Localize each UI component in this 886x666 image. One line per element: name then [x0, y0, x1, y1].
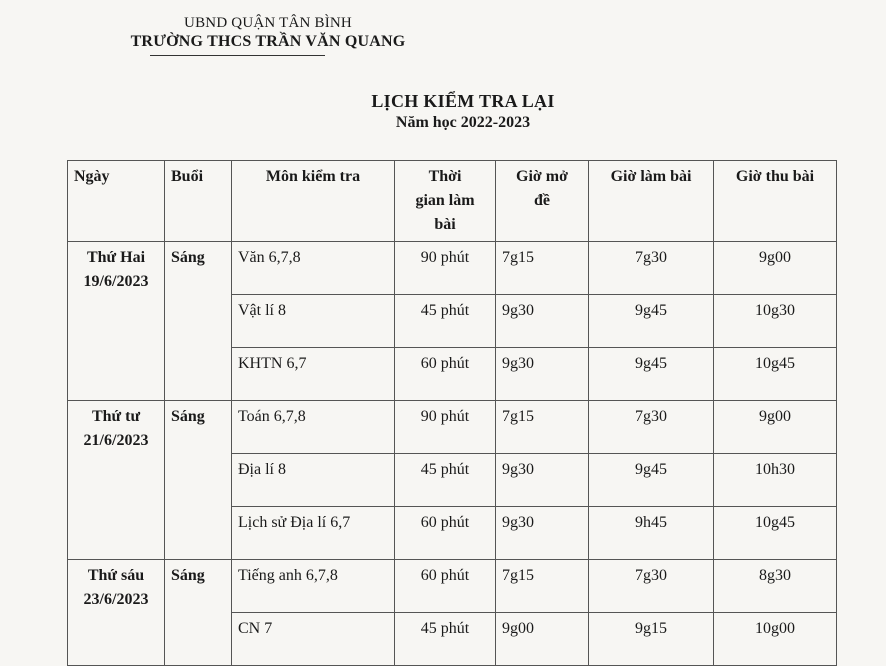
end-time-cell: 9g00: [714, 401, 837, 454]
day-name: Thứ Hai: [86, 249, 146, 266]
duration-cell: 45 phút: [395, 295, 496, 348]
document-header: [98, 14, 438, 52]
duration-cell: 45 phút: [395, 613, 496, 666]
open-header-line2: đề: [534, 192, 550, 209]
district-name: UBND QUẬN TÂN BÌNH: [184, 15, 352, 31]
open-time-cell: 7g15: [496, 401, 589, 454]
end-time-cell: 9g00: [714, 242, 837, 295]
open-time-cell: 9g30: [496, 454, 589, 507]
day-date: 23/6/2023: [83, 591, 149, 608]
col-header-session: Buổi: [165, 161, 232, 242]
duration-cell: 45 phút: [395, 454, 496, 507]
subject-cell: Địa lí 8: [232, 454, 395, 507]
end-time-cell: 10g45: [714, 348, 837, 401]
subject-cell: Lịch sử Địa lí 6,7: [232, 507, 395, 560]
start-time-cell: 9g15: [589, 613, 714, 666]
end-time-cell: 8g30: [714, 560, 837, 613]
subject-cell: CN 7: [232, 613, 395, 666]
open-time-cell: 9g00: [496, 613, 589, 666]
duration-header-line3: bài: [434, 216, 456, 233]
start-time-cell: 9h45: [589, 507, 714, 560]
start-time-cell: 9g45: [589, 348, 714, 401]
start-time-cell: 9g45: [589, 454, 714, 507]
table-header-row: [68, 161, 837, 242]
subject-cell: Vật lí 8: [232, 295, 395, 348]
open-time-cell: 9g30: [496, 348, 589, 401]
day-date: 19/6/2023: [83, 273, 149, 290]
duration-cell: 90 phút: [395, 401, 496, 454]
subject-cell: Toán 6,7,8: [232, 401, 395, 454]
open-time-cell: 7g15: [496, 242, 589, 295]
exam-schedule-table: [67, 160, 837, 666]
session-cell: Sáng: [165, 242, 232, 401]
header-underline: [150, 55, 325, 56]
end-time-cell: 10g30: [714, 295, 837, 348]
col-header-day: Ngày: [68, 161, 165, 242]
duration-cell: 60 phút: [395, 507, 496, 560]
day-cell: [68, 560, 165, 666]
col-header-duration: [395, 161, 496, 242]
duration-header-line1: Thời: [428, 168, 462, 185]
day-name: Thứ tư: [91, 408, 141, 425]
day-date: 21/6/2023: [83, 432, 149, 449]
subject-cell: Tiếng anh 6,7,8: [232, 560, 395, 613]
col-header-subject: Môn kiểm tra: [232, 161, 395, 242]
duration-cell: 60 phút: [395, 560, 496, 613]
end-time-cell: 10g45: [714, 507, 837, 560]
subject-cell: Văn 6,7,8: [232, 242, 395, 295]
session-cell: Sáng: [165, 401, 232, 560]
day-cell: [68, 401, 165, 560]
day-cell: [68, 242, 165, 401]
table-row: [68, 401, 837, 454]
open-time-cell: 9g30: [496, 295, 589, 348]
duration-cell: 90 phút: [395, 242, 496, 295]
school-name: TRƯỜNG THCS TRẦN VĂN QUANG: [130, 33, 406, 50]
open-header-line1: Giờ mở: [516, 168, 568, 185]
subject-cell: KHTN 6,7: [232, 348, 395, 401]
duration-cell: 60 phút: [395, 348, 496, 401]
open-time-cell: 9g30: [496, 507, 589, 560]
open-time-cell: 7g15: [496, 560, 589, 613]
col-header-end: Giờ thu bài: [714, 161, 837, 242]
start-time-cell: 9g45: [589, 295, 714, 348]
start-time-cell: 7g30: [589, 242, 714, 295]
start-time-cell: 7g30: [589, 401, 714, 454]
col-header-open: [496, 161, 589, 242]
table-row: [68, 560, 837, 613]
title-block: [0, 90, 886, 134]
document-title: LỊCH KIỂM TRA LẠI: [371, 91, 555, 111]
day-name: Thứ sáu: [87, 567, 145, 584]
table-row: [68, 242, 837, 295]
start-time-cell: 7g30: [589, 560, 714, 613]
session-cell: Sáng: [165, 560, 232, 666]
duration-header-line2: gian làm: [415, 192, 475, 209]
end-time-cell: 10g00: [714, 613, 837, 666]
school-year: Năm học 2022-2023: [395, 114, 531, 131]
end-time-cell: 10h30: [714, 454, 837, 507]
col-header-start: Giờ làm bài: [589, 161, 714, 242]
